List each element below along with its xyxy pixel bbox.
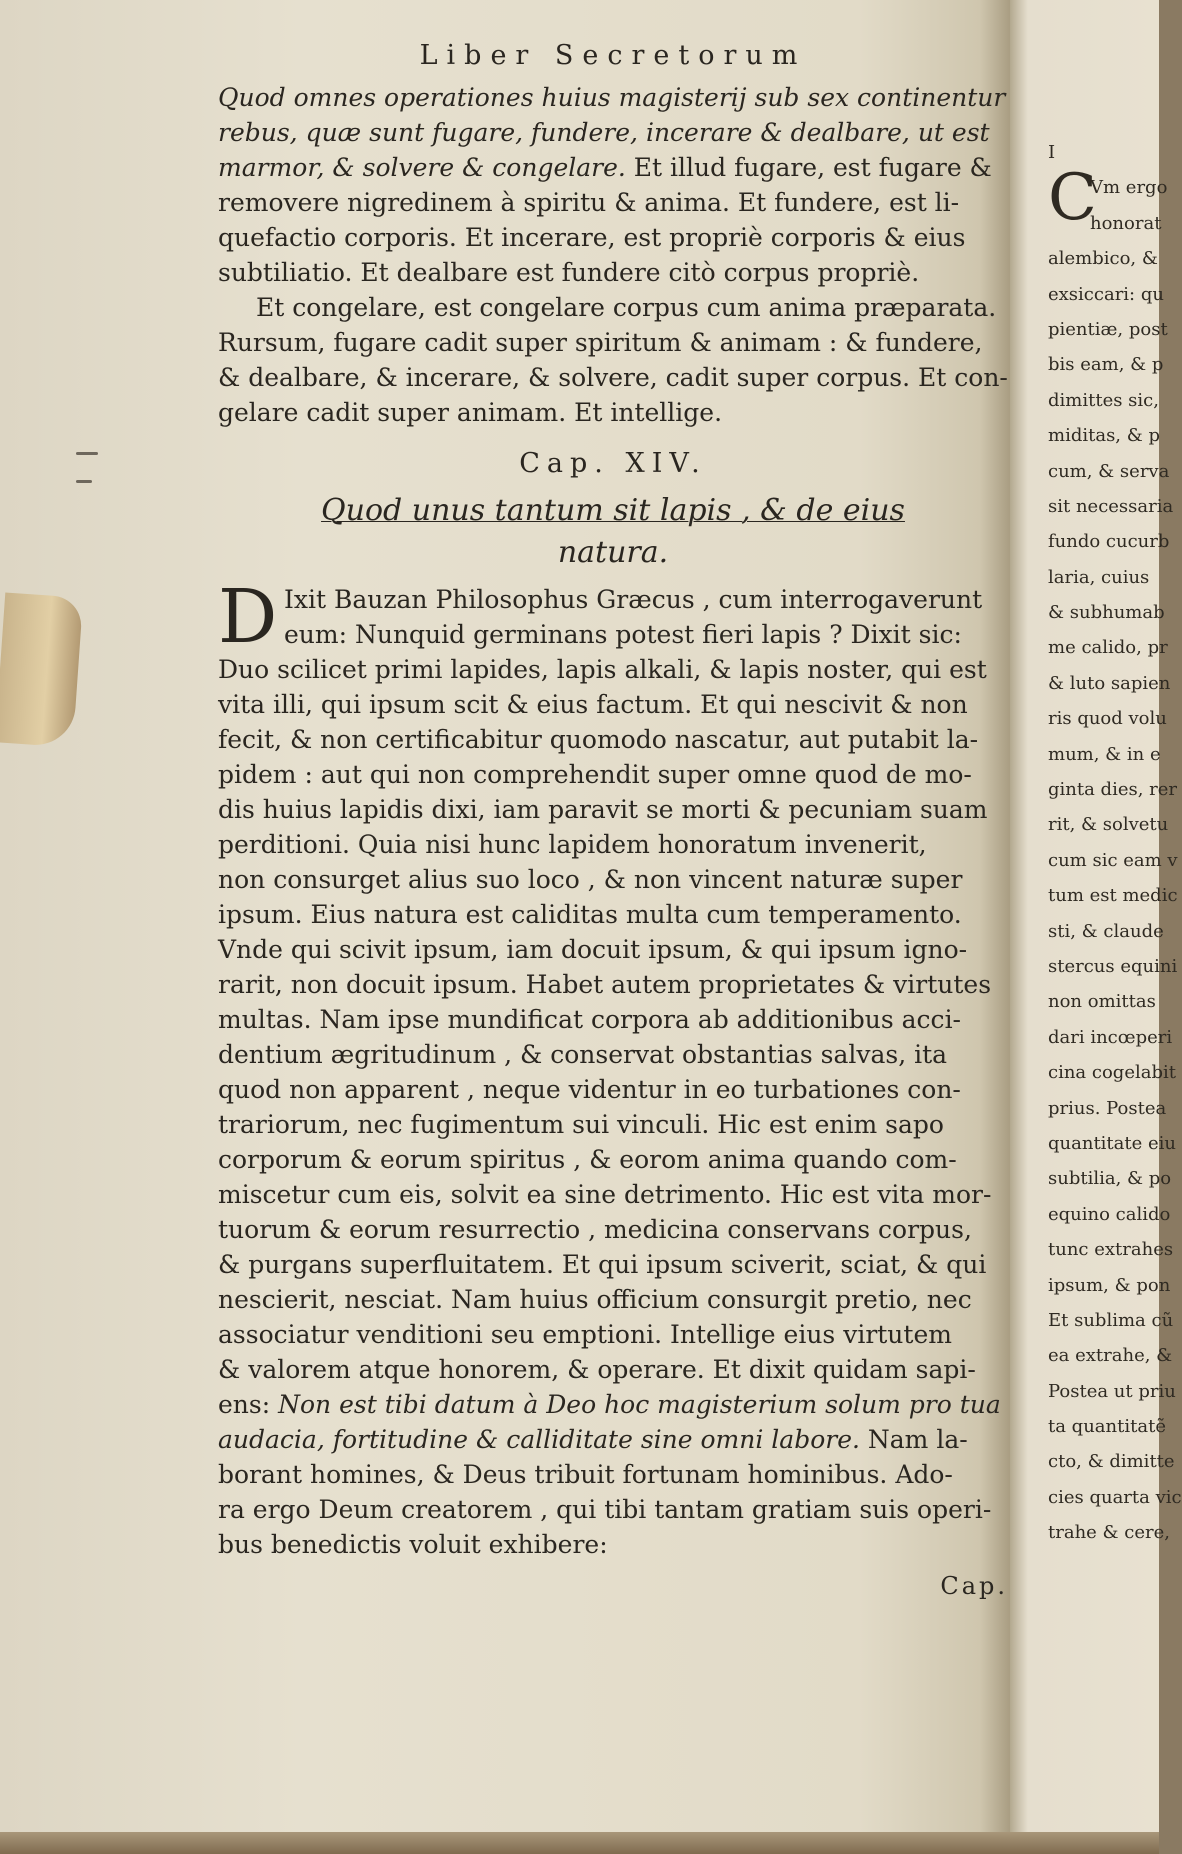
text-line: nescierit, nesciat. Nam huius officium consurgit pretio, nec (218, 1285, 972, 1314)
text-line (218, 1387, 1008, 1422)
chapter-title-line: Quod unus tantum sit lapis , & de eius (321, 493, 905, 528)
right-text-line: prius. Postea (1048, 1097, 1167, 1119)
text-line: Quod omnes operationes huius magisterij sub sex continentur (218, 83, 1006, 112)
margin-mark (76, 452, 98, 455)
right-text-line: trahe & cere, (1048, 1522, 1170, 1544)
text-line: associatur venditioni seu emptioni. Intellige eius virtutem (218, 1320, 952, 1349)
right-text-line: Vm ergo (1090, 177, 1168, 199)
chapter-title-line: natura. (557, 535, 669, 570)
right-text-line: ea extrahe, & (1048, 1345, 1173, 1367)
right-text-line: fundo cucurb (1048, 531, 1170, 553)
right-text-line: me calido, pr (1048, 637, 1168, 659)
text-line: Et congelare, est congelare corpus cum anima præparata. (256, 293, 997, 322)
right-drop-cap: C (1048, 161, 1097, 235)
text-line: dentium ægritudinum , & conservat obstantias salvas, ita (218, 1040, 948, 1069)
chapter-body (218, 574, 1008, 1562)
text-line: perditioni. Quia nisi hunc lapidem honoratum invenerit, (218, 830, 927, 859)
text-line: trariorum, nec fugimentum sui vinculi. Hic est enim sapo (218, 1110, 944, 1139)
italic-run: marmor, & solvere & congelare. (218, 153, 626, 182)
right-text-line: sti, & claude (1048, 920, 1164, 942)
text-line (218, 1422, 1008, 1457)
right-text-line: tum est medic (1048, 885, 1178, 907)
text-line: Ixit Bauzan Philosophus Græcus , cum interrogaverunt (284, 585, 983, 614)
right-text-line: exsiccari: qu (1048, 283, 1164, 305)
right-text-line: equino calido (1048, 1203, 1171, 1225)
text-line: rebus, quæ sunt fugare, fundere, incerare & dealbare, ut est (218, 118, 990, 147)
right-text-line: quantitate eiu (1048, 1132, 1177, 1154)
right-text-line: subtilia, & po (1048, 1168, 1172, 1190)
right-text-line: mum, & in e (1048, 743, 1161, 765)
page-tab (0, 592, 83, 747)
roman-run: Et illud fugare, est fugare & (625, 153, 992, 182)
text-line: fecit, & non certificabitur quomodo nascatur, aut putabit la- (218, 725, 979, 754)
right-text-line: & luto sapien (1048, 672, 1171, 694)
text-line: quefactio corporis. Et incerare, est propriè corporis & eius (218, 223, 966, 252)
right-text-line: sit necessaria (1048, 495, 1174, 517)
running-head: Liber Secretorum (419, 40, 807, 71)
text-line: miscetur cum eis, solvit ea sine detrimento. Hic est vita mor- (218, 1180, 992, 1209)
right-text-line: ginta dies, rer (1048, 779, 1178, 801)
book-edge (0, 1832, 1159, 1854)
right-page-text (1048, 135, 1182, 1551)
right-text-line: ris quod volu (1048, 708, 1167, 730)
right-text-line: cto, & dimitte (1048, 1451, 1175, 1473)
text-line: Duo scilicet primi lapides, lapis alkali, & lapis noster, qui est (218, 655, 987, 684)
right-text-line: tunc extrahes (1048, 1239, 1174, 1261)
text-line: multas. Nam ipse mundificat corpora ab additionibus acci- (218, 1005, 962, 1034)
right-text-line: rit, & solvetu (1048, 814, 1169, 836)
right-text-line: non omittas (1048, 991, 1156, 1013)
body-lines (218, 574, 1008, 1387)
right-text-line: laria, cuius (1048, 566, 1150, 588)
right-text-line: cies quarta vic (1048, 1486, 1182, 1508)
right-text-line: cum, & serva (1048, 460, 1170, 482)
roman-run: borant homines, & Deus tribuit fortunam hominibus. Ado- (218, 1460, 953, 1489)
text-line (218, 1457, 1008, 1492)
text-line: non consurget alius suo loco , & non vincent naturæ super (218, 865, 963, 894)
text-line: gelare cadit super animam. Et intellige. (218, 398, 723, 427)
closing-lines (218, 1387, 1008, 1562)
right-text-line: alembico, & (1048, 248, 1158, 270)
text-line: Vnde qui scivit ipsum, iam docuit ipsum, & qui ipsum igno- (218, 935, 968, 964)
right-text-line: Et sublima cũ (1048, 1309, 1174, 1331)
page-text (218, 40, 1008, 1602)
text-line: eum: Nunquid germinans potest fieri lapis ? Dixit sic: (284, 620, 962, 649)
right-text-line: cum sic eam v (1048, 849, 1178, 871)
text-line: & valorem atque honorem, & operare. Et dixit quidam sapi- (218, 1355, 976, 1384)
right-text-line: dari incœperi (1048, 1026, 1173, 1048)
right-text-line: ta quantitatẽ (1048, 1416, 1166, 1438)
text-line: ipsum. Eius natura est caliditas multa cum temperamento. (218, 900, 962, 929)
roman-run: bus benedictis voluit exhibere: (218, 1530, 608, 1559)
right-text-line: & subhumab (1048, 602, 1165, 624)
right-text-line: cina cogelabit (1048, 1062, 1176, 1084)
right-text-line: I (1048, 142, 1056, 163)
right-text-line: bis eam, & p (1048, 354, 1164, 376)
text-line: removere nigredinem à spiritu & anima. Et fundere, est li- (218, 188, 960, 217)
text-line: subtiliatio. Et dealbare est fundere citò corpus propriè. (218, 258, 920, 287)
italic-run: audacia, fortitudine & calliditate sine omni labore. (218, 1425, 860, 1454)
text-line: tuorum & eorum resurrectio , medicina conservans corpus, (218, 1215, 972, 1244)
text-line (218, 1527, 1008, 1562)
text-line: Rursum, fugare cadit super spiritum & animam : & fundere, (218, 328, 983, 357)
text-line: dis huius lapidis dixi, iam paravit se morti & pecuniam suam (218, 795, 988, 824)
roman-run: ra ergo Deum creatorem , qui tibi tantam gratiam suis operi- (218, 1495, 992, 1524)
text-line (218, 1492, 1008, 1527)
text-line: pidem : aut qui non comprehendit super omne quod de mo- (218, 760, 972, 789)
text-line: corporum & eorum spiritus , & eorom anima quando com- (218, 1145, 957, 1174)
roman-run: ens: (218, 1390, 279, 1419)
right-text-line: pientiæ, post (1048, 318, 1168, 340)
text-line: quod non apparent , neque videntur in eo turbationes con- (218, 1075, 961, 1104)
right-text-line: dimittes sic, (1048, 389, 1159, 411)
text-line: vita illi, qui ipsum scit & eius factum. Et qui nescivit & non (218, 690, 968, 719)
margin-mark (76, 480, 92, 483)
right-text-line: Postea ut priu (1048, 1380, 1176, 1402)
opening-paragraph (218, 80, 1008, 430)
right-text-line: miditas, & p (1048, 425, 1161, 447)
drop-cap: D (218, 574, 278, 660)
catchword: Cap. (940, 1572, 1008, 1600)
text-line: & purgans superfluitatem. Et qui ipsum sciverit, sciat, & qui (218, 1250, 987, 1279)
chapter-number: Cap. XIV. (519, 448, 707, 479)
right-text-line: honorat (1090, 212, 1162, 234)
right-text-line: stercus equini (1048, 955, 1178, 977)
italic-run: Non est tibi datum à Deo hoc magisterium solum pro tua (278, 1390, 1001, 1419)
roman-run: Nam la- (859, 1425, 968, 1454)
text-line (218, 150, 1008, 185)
text-line: rarit, non docuit ipsum. Habet autem proprietates & virtutes (218, 970, 992, 999)
text-line: & dealbare, & incerare, & solvere, cadit super corpus. Et con- (218, 363, 1008, 392)
right-text-line: ipsum, & pon (1048, 1274, 1171, 1296)
